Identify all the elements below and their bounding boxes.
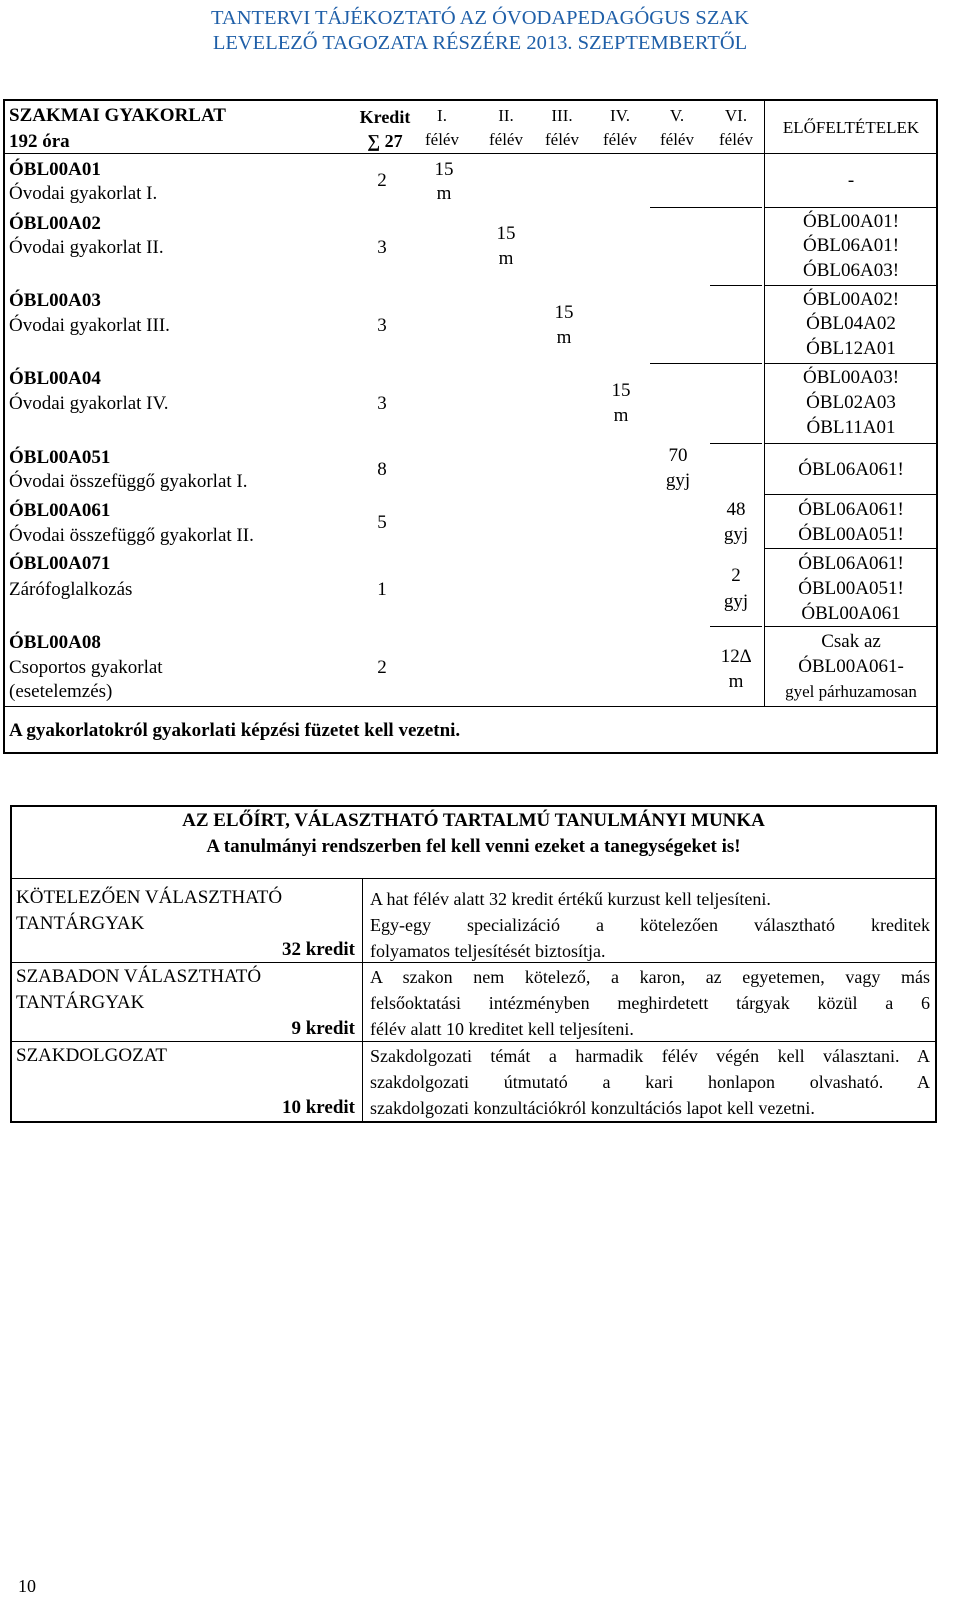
row-2-prereq-3: ÓBL06A03!	[802, 260, 900, 281]
row-7-code: ÓBL00A071	[9, 553, 111, 574]
elective-2-desc-3: félév alatt 10 kreditet kell teljesíteni.	[370, 1019, 634, 1039]
row-4-credit: 3	[377, 393, 387, 414]
row-2-prereq-2: ÓBL06A01!	[802, 235, 900, 256]
row-3-name: Óvodai gyakorlat III.	[9, 315, 170, 336]
semester-4-num: IV.	[610, 106, 630, 125]
row-2-code: ÓBL00A02	[9, 213, 101, 234]
row-1-name: Óvodai gyakorlat I.	[9, 183, 158, 204]
row-1-unit: m	[436, 183, 452, 204]
row-1-code: ÓBL00A01	[9, 159, 101, 180]
elective-3-desc-1: Szakdolgozati témát a harmadik félév végén kell választani. A	[370, 1046, 930, 1066]
practice-hours: 192 óra	[9, 131, 70, 152]
elective-3-label-1: SZAKDOLGOZAT	[16, 1045, 167, 1066]
row-6-prereq-2: ÓBL00A051!	[798, 524, 904, 545]
doc-title-line-2: LEVELEZŐ TAGOZATA RÉSZÉRE 2013. SZEPTEMBERTŐL	[212, 32, 748, 54]
doc-title-line-1: TANTERVI TÁJÉKOZTATÓ AZ ÓVODAPEDAGÓGUS SZAK	[211, 7, 749, 29]
elective-2-desc-1: A szakon nem kötelező, a karon, az egyetemen, vagy más	[370, 967, 930, 987]
page-number: 10	[18, 1576, 36, 1596]
elective-1-credit: 32 kredit	[281, 939, 355, 960]
row-7-hours: 2	[731, 565, 741, 586]
elective-1-desc-2: Egy-egy specializáció a kötelezően választható kreditek	[370, 915, 930, 935]
row-7-unit: gyj	[723, 591, 749, 612]
row-6-unit: gyj	[723, 524, 749, 545]
elective-3-desc-3: szakdolgozati konzultációkról konzultációs lapot kell vezetni.	[370, 1098, 815, 1118]
semester-2-num: II.	[498, 106, 514, 125]
elective-1-desc-1: A hat félév alatt 32 kredit értékű kurzust kell teljesíteni.	[370, 889, 771, 909]
elective-title: AZ ELŐÍRT, VÁLASZTHATÓ TARTALMÚ TANULMÁNYI MUNKA	[182, 810, 765, 831]
row-8-code: ÓBL00A08	[9, 632, 101, 653]
row-8-prereq-3: gyel párhuzamosan	[785, 682, 917, 701]
row-7-prereq-2: ÓBL00A051!	[798, 578, 904, 599]
row-6-name: Óvodai összefüggő gyakorlat II.	[9, 525, 254, 546]
row-8-name: Csoportos gyakorlat	[9, 657, 163, 678]
elective-subtitle: A tanulmányi rendszerben fel kell venni ezeket a tanegységeket is!	[206, 836, 741, 857]
row-3-credit: 3	[377, 315, 387, 336]
prereq-header: ELŐFELTÉTELEK	[782, 118, 920, 137]
row-5-prereq: ÓBL06A061!	[798, 459, 904, 480]
elective-1-label-2: TANTÁRGYAK	[16, 913, 145, 934]
row-5-unit: gyj	[665, 470, 691, 491]
row-6-prereq-1: ÓBL06A061!	[798, 499, 904, 520]
elective-1-desc-3: folyamatos teljesítését biztosítja.	[370, 941, 606, 961]
practice-footnote: A gyakorlatokról gyakorlati képzési füzetet kell vezetni.	[9, 720, 461, 741]
semester-5-word: félév	[660, 130, 694, 149]
row-3-prereq-2: ÓBL04A02	[806, 313, 896, 334]
row-3-code: ÓBL00A03	[9, 290, 101, 311]
elective-3-desc-2: szakdolgozati útmutató a kari honlapon olvasható. A	[370, 1072, 930, 1092]
semester-1-num: I.	[437, 106, 447, 125]
semester-3-num: III.	[551, 106, 573, 125]
semester-5-num: V.	[669, 106, 685, 125]
row-4-hours: 15	[611, 380, 631, 401]
elective-2-label-1: SZABADON VÁLASZTHATÓ	[16, 966, 262, 987]
semester-4-word: félév	[603, 130, 637, 149]
row-8-prereq-2: ÓBL00A061-	[798, 656, 904, 677]
practice-title: SZAKMAI GYAKORLAT	[9, 105, 226, 126]
row-7-credit: 1	[377, 579, 387, 600]
row-7-prereq-1: ÓBL06A061!	[798, 553, 904, 574]
row-2-name: Óvodai gyakorlat II.	[9, 237, 164, 258]
row-4-unit: m	[613, 405, 629, 426]
elective-3-credit: 10 kredit	[281, 1097, 355, 1118]
semester-2-word: félév	[489, 130, 523, 149]
row-3-hours: 15	[554, 302, 574, 323]
row-2-credit: 3	[377, 237, 387, 258]
row-1-credit: 2	[377, 170, 387, 191]
row-3-prereq-3: ÓBL12A01	[806, 338, 896, 359]
row-3-unit: m	[556, 327, 572, 348]
elective-2-credit: 9 kredit	[291, 1018, 355, 1039]
row-8-unit: m	[728, 671, 744, 692]
row-5-name: Óvodai összefüggő gyakorlat I.	[9, 471, 248, 492]
row-1-prereq: -	[847, 170, 855, 191]
semester-1-word: félév	[425, 130, 459, 149]
row-5-hours: 70	[668, 445, 688, 466]
row-8-hours: 12∆	[720, 646, 752, 667]
elective-2-label-2: TANTÁRGYAK	[16, 992, 145, 1013]
semester-6-num: VI.	[724, 106, 748, 125]
kredit-label: Kredit	[359, 107, 411, 127]
row-6-credit: 5	[377, 512, 387, 533]
row-4-code: ÓBL00A04	[9, 368, 101, 389]
kredit-total: ∑ 27	[367, 131, 403, 151]
row-8-name-2: (esetelemzés)	[9, 681, 113, 702]
row-2-unit: m	[498, 248, 514, 269]
row-7-name: Zárófoglalkozás	[9, 579, 133, 600]
row-4-name: Óvodai gyakorlat IV.	[9, 393, 169, 414]
row-6-hours: 48	[726, 499, 746, 520]
elective-1-label-1: KÖTELEZŐEN VÁLASZTHATÓ	[16, 887, 283, 908]
row-7-prereq-3: ÓBL00A061	[801, 603, 901, 624]
elective-2-desc-2: felsőoktatási intézményben meghirdetett tárgyak közül a 6	[370, 993, 930, 1013]
row-2-prereq-1: ÓBL00A01!	[802, 211, 900, 232]
row-8-prereq-1: Csak az	[821, 631, 881, 652]
row-6-code: ÓBL00A061	[9, 500, 111, 521]
semester-3-word: félév	[545, 130, 579, 149]
row-2-hours: 15	[496, 223, 516, 244]
semester-6-word: félév	[719, 130, 753, 149]
row-3-prereq-1: ÓBL00A02!	[802, 289, 900, 310]
row-1-hours: 15	[434, 159, 454, 180]
row-4-prereq-3: ÓBL11A01	[806, 417, 896, 438]
row-8-credit: 2	[377, 657, 387, 678]
row-4-prereq-1: ÓBL00A03!	[802, 367, 900, 388]
row-5-code: ÓBL00A051	[9, 447, 111, 468]
row-5-credit: 8	[377, 459, 387, 480]
row-4-prereq-2: ÓBL02A03	[806, 392, 896, 413]
